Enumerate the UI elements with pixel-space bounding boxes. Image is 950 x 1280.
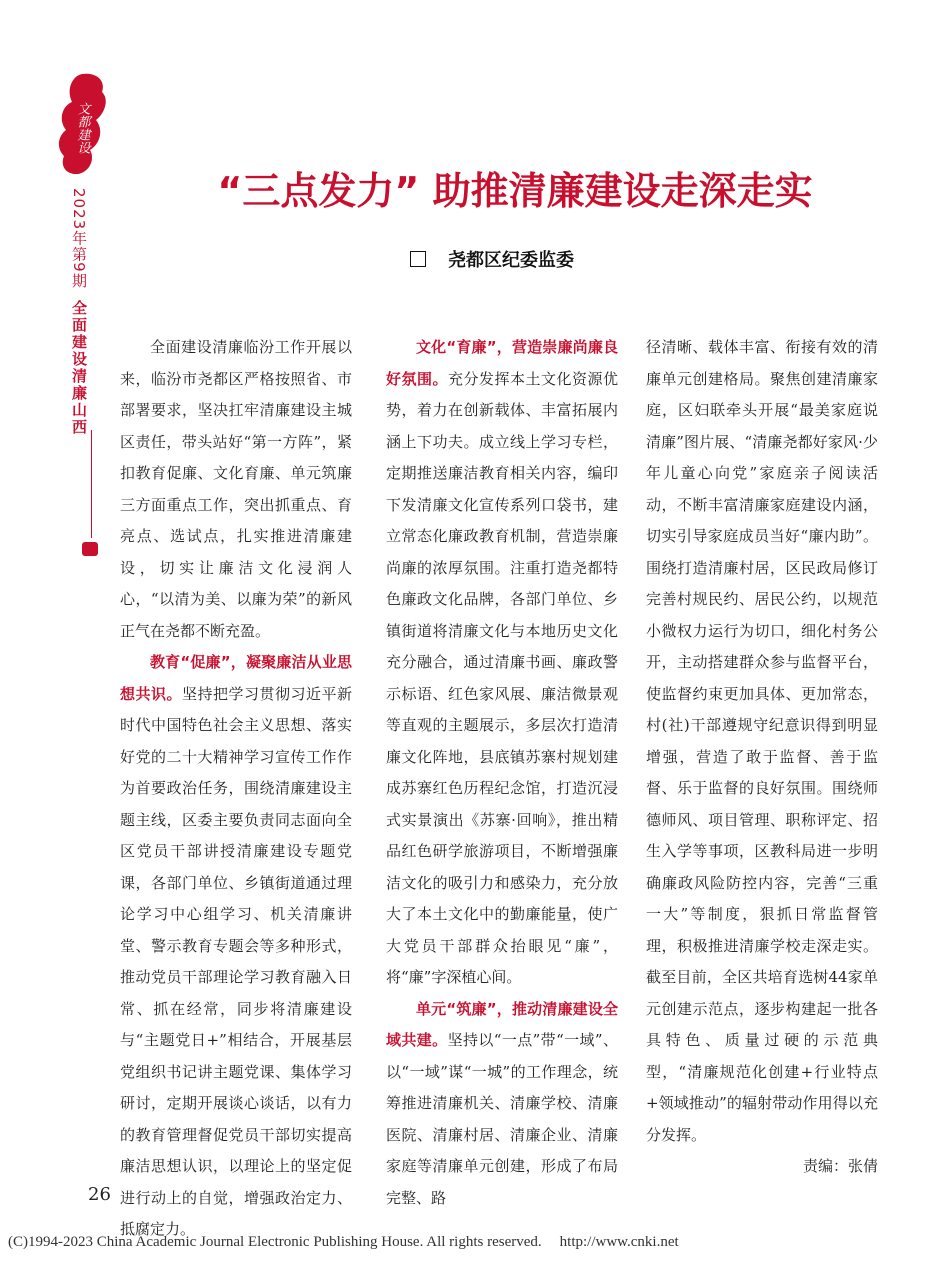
paragraph — [386, 332, 618, 994]
paragraph-text: 充分发挥本土文化资源优势，着力在创新载体、丰富拓展内涵上下功夫。成立线上学习专栏，定期推送廉洁教育相关内容，编印下发清廉文化宣传系列口袋书，建立常态化廉政教育机制，营造崇廉尚廉的浓厚氛围。注重打造尧都特色廉政文化品牌，各部门单位、乡镇街道将清廉文化与本地历史文化充分融合，通过清廉书画、廉政警示标语、红色家风展、廉洁微景观等直观的主题展示，多层次打造清廉文化阵地，县底镇苏寨村规划建成苏寨红色历程纪念馆，打造沉浸式实景演出《苏寨·回响》，推出精品红色研学旅游项目，不断增强廉洁文化的吸引力和感染力，充分放大了本土文化中的勤廉能量，使广大党员干部群众抬眼见“廉”，将“廉”字深植心间。 — [386, 369, 618, 986]
paragraph: 径清晰、载体丰富、衔接有效的清廉单元创建格局。聚焦创建清廉家庭，区妇联牵头开展“最美家庭说清廉”图片展、“清廉尧都好家风·少年儿童心向党”家庭亲子阅读活动，不断丰富清廉家庭建设内涵，切实引导家庭成员当好“廉内助”。围绕打造清廉村居，区民政局修订完善村规民约、居民公约，以规范小微权力运行为切口，细化村务公开，主动搭建群众参与监督平台，使监督约束更加具体、更加常态，村(社)干部遵规守纪意识得到明显增强，营造了敢于监督、善于监督、乐于监督的良好氛围。围绕师德师风、项目管理、职称评定、招生入学等事项，区教科局进一步明确廉政风险防控内容，完善“三重一大”等制度，狠抓日常监督管理，积极推进清廉学校走深走实。截至目前，全区共培育选树44家单元创建示范点，逐步构建起一批各具特色、质量过硬的示范典型，“清廉规范化创建+行业特点+领域推动”的辐射带动作用得以充分发挥。 — [646, 338, 878, 1144]
article-title: “三点发力” 助推清廉建设走深走实 — [217, 169, 813, 213]
section-heading: 单元“筑廉”，推动清廉建设全域共建。 — [386, 999, 618, 1049]
author-name: 尧都区纪委监委 — [448, 250, 574, 271]
section-heading: 文化“育廉”，营造崇廉尚廉良好氛围。 — [386, 338, 618, 388]
column-2 — [386, 332, 618, 1214]
column-1 — [120, 332, 352, 1246]
editor-credit: 责编：张倩 — [802, 1157, 878, 1175]
page-number: 26 — [88, 1184, 111, 1205]
square-icon — [410, 251, 426, 267]
issue-label: 2023年第9期 — [70, 188, 88, 289]
footer — [8, 1234, 948, 1251]
paragraph: 全面建设清廉临汾工作开展以来，临汾市尧都区严格按照省、市部署要求，坚决扛牢清廉建设主城区责任，带头站好“第一方阵”，紧扣教育促廉、文化育廉、单元筑廉三方面重点工作，突出抓重点、育亮点、选试点，扎实推进清廉建设，切实让廉洁文化浸润人心，“以清为美、以廉为荣”的新风正气在尧都不断充盈。 — [120, 338, 352, 640]
paragraph-text: 坚持以“一点”带“一域”、以“一域”谋“一城”的工作理念，统筹推进清廉机关、清廉学校、清廉医院、清廉村居、清廉企业、清廉家庭等清廉单元创建，形成了布局完整、路 — [386, 1031, 618, 1207]
party-emblem-icon — [82, 542, 98, 556]
journal-logo — [52, 70, 112, 180]
byline — [410, 246, 574, 272]
footer-url: http://www.cnki.net — [559, 1234, 679, 1250]
paragraph — [386, 994, 618, 1215]
column-3 — [646, 332, 878, 1183]
logo-text: 文都建设 — [74, 102, 90, 154]
paragraph-text: 坚持把学习贯彻习近平新时代中国特色社会主义思想、落实好党的二十大精神学习宣传工作作为首要政治任务，围绕清廉建设主题主线，区委主要负责同志面向全区党员干部讲授清廉建设专题党课，各部门单位、乡镇街道通过理论学习中心组学习、机关清廉讲堂、警示教育专题会等多种形式，推动党员干部理论学习教育融入日常、抓在经常，同步将清廉建设与“主题党日+”相结合，开展基层党组织书记讲主题党课、集体学习研讨，定期开展谈心谈话，以有力的教育管理督促党员干部切实提高廉洁思想认识，以理论上的坚定促进行动上的自觉，增强政治定力、抵腐定力。 — [120, 684, 352, 1238]
section-heading: 教育“促廉”，凝聚廉洁从业思想共识。 — [120, 653, 352, 703]
paragraph — [120, 647, 352, 1246]
sidebar-divider — [91, 430, 92, 538]
column-label: 全面建设清廉山西 — [70, 300, 88, 436]
copyright-text: (C)1994-2023 China Academic Journal Electronic Publishing House. All rights reserved. — [8, 1234, 542, 1250]
